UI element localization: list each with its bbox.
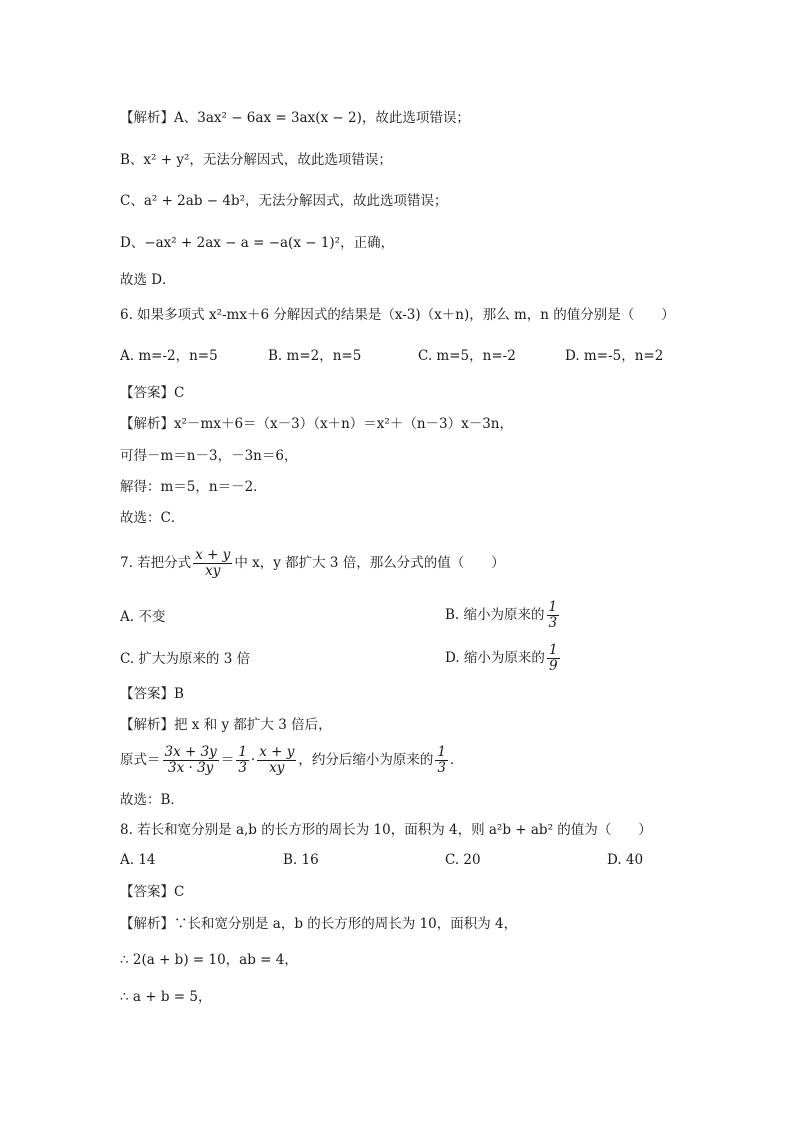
solution-8-line-3: ∴ a + b = 5， <box>120 989 212 1005</box>
solution-5-line-c: C、a² + 2ab − 4b²，无法分解因式，故此选项错误； <box>120 193 448 209</box>
option-d-text: D. 缩小为原来的 <box>445 650 545 666</box>
question-7-option-b <box>445 600 561 631</box>
expr-dot: · <box>250 752 256 768</box>
solution-5-line-a: 【解析】A、3ax² − 6ax = 3ax(x − 2)，故此选项错误； <box>120 110 470 126</box>
expr-end: ． <box>449 752 464 768</box>
option-b-fraction <box>547 600 560 631</box>
question-8-option-c: C. 20 <box>445 852 481 868</box>
fraction-denominator: 3 <box>437 760 446 776</box>
fraction-denominator: 3x · 3y <box>168 760 214 776</box>
question-6: 6. 如果多项式 x²-mx＋6 分解因式的结果是（x-3)（x＋n)，那么 m，n 的值分别是（ ） <box>120 307 675 323</box>
fraction-numerator: 1 <box>437 744 446 760</box>
expr-fraction-4 <box>435 745 448 776</box>
solution-7-line-1: 【解析】把 x 和 y 都扩大 3 倍后， <box>120 717 332 733</box>
fraction-denominator: 3 <box>238 760 247 776</box>
expr-equals: ＝ <box>220 752 235 768</box>
question-7-option-c: C. 扩大为原来的 3 倍 <box>120 651 251 667</box>
question-8-option-a: A. 14 <box>120 852 156 868</box>
question-7-prefix: 7. 若把分式 <box>120 555 192 571</box>
option-d-fraction <box>547 643 560 674</box>
question-6-option-c: C. m=5，n=-2 <box>418 348 516 364</box>
solution-5-conclusion: 故选 D． <box>120 272 176 288</box>
solution-8-line-2: ∴ 2(a + b) = 10，ab = 4， <box>120 952 298 968</box>
question-7-fraction <box>193 548 232 579</box>
question-7-option-d <box>445 643 562 674</box>
solution-6-line-4: 故选：C． <box>120 510 185 526</box>
fraction-denominator: 3 <box>548 615 558 631</box>
question-6-option-a: A. m=-2，n=5 <box>120 348 218 364</box>
solution-5-line-d: D、−ax² + 2ax − a = −a(x − 1)²，正确， <box>120 235 395 251</box>
fraction-numerator: 1 <box>238 744 247 760</box>
solution-6-line-2: 可得－m＝n－3，－3n＝6， <box>120 448 298 464</box>
fraction-numerator: x + y <box>259 744 295 760</box>
fraction-denominator: 9 <box>548 658 558 674</box>
answer-8: 【答案】C <box>120 884 185 900</box>
question-8: 8. 若长和宽分别是 a,b 的长方形的周长为 10，面积为 4，则 a²b + ab² 的值为（ ） <box>120 822 652 838</box>
solution-7-line-2 <box>120 745 463 776</box>
question-8-option-b: B. 16 <box>283 852 319 868</box>
expr-fraction-3 <box>257 745 296 776</box>
fraction-denominator: xy <box>205 563 221 579</box>
expr-prefix: 原式＝ <box>120 752 161 768</box>
question-7 <box>120 548 505 579</box>
solution-6-line-1: 【解析】x²－mx＋6＝（x－3）（x＋n）＝x²＋（n－3）x－3n， <box>120 416 513 432</box>
fraction-numerator: 3x + 3y <box>164 744 217 760</box>
expr-mid-text: ，约分后缩小为原来的 <box>298 752 434 768</box>
expr-fraction-1 <box>163 745 219 776</box>
question-8-option-d: D. 40 <box>607 852 644 868</box>
answer-6: 【答案】C <box>120 385 185 401</box>
solution-7-conclusion: 故选：B． <box>120 792 184 808</box>
option-b-text: B. 缩小为原来的 <box>445 607 545 623</box>
solution-6-line-3: 解得：m＝5，n＝－2． <box>120 479 267 495</box>
answer-7: 【答案】B <box>120 686 184 702</box>
fraction-numerator: 1 <box>548 599 558 615</box>
solution-5-line-b: B、x² + y²，无法分解因式，故此选项错误； <box>120 152 392 168</box>
fraction-denominator: xy <box>269 760 285 776</box>
question-7-option-a: A. 不变 <box>120 609 166 625</box>
fraction-numerator: 1 <box>548 642 558 658</box>
question-7-suffix: 中 x，y 都扩大 3 倍，那么分式的值（ ） <box>234 555 505 571</box>
solution-8-line-1: 【解析】∵长和宽分别是 a，b 的长方形的周长为 10，面积为 4， <box>120 916 518 932</box>
expr-fraction-2 <box>236 745 249 776</box>
fraction-numerator: x + y <box>195 547 231 563</box>
question-6-option-d: D. m=-5，n=2 <box>565 348 664 364</box>
question-6-option-b: B. m=2，n=5 <box>268 348 362 364</box>
